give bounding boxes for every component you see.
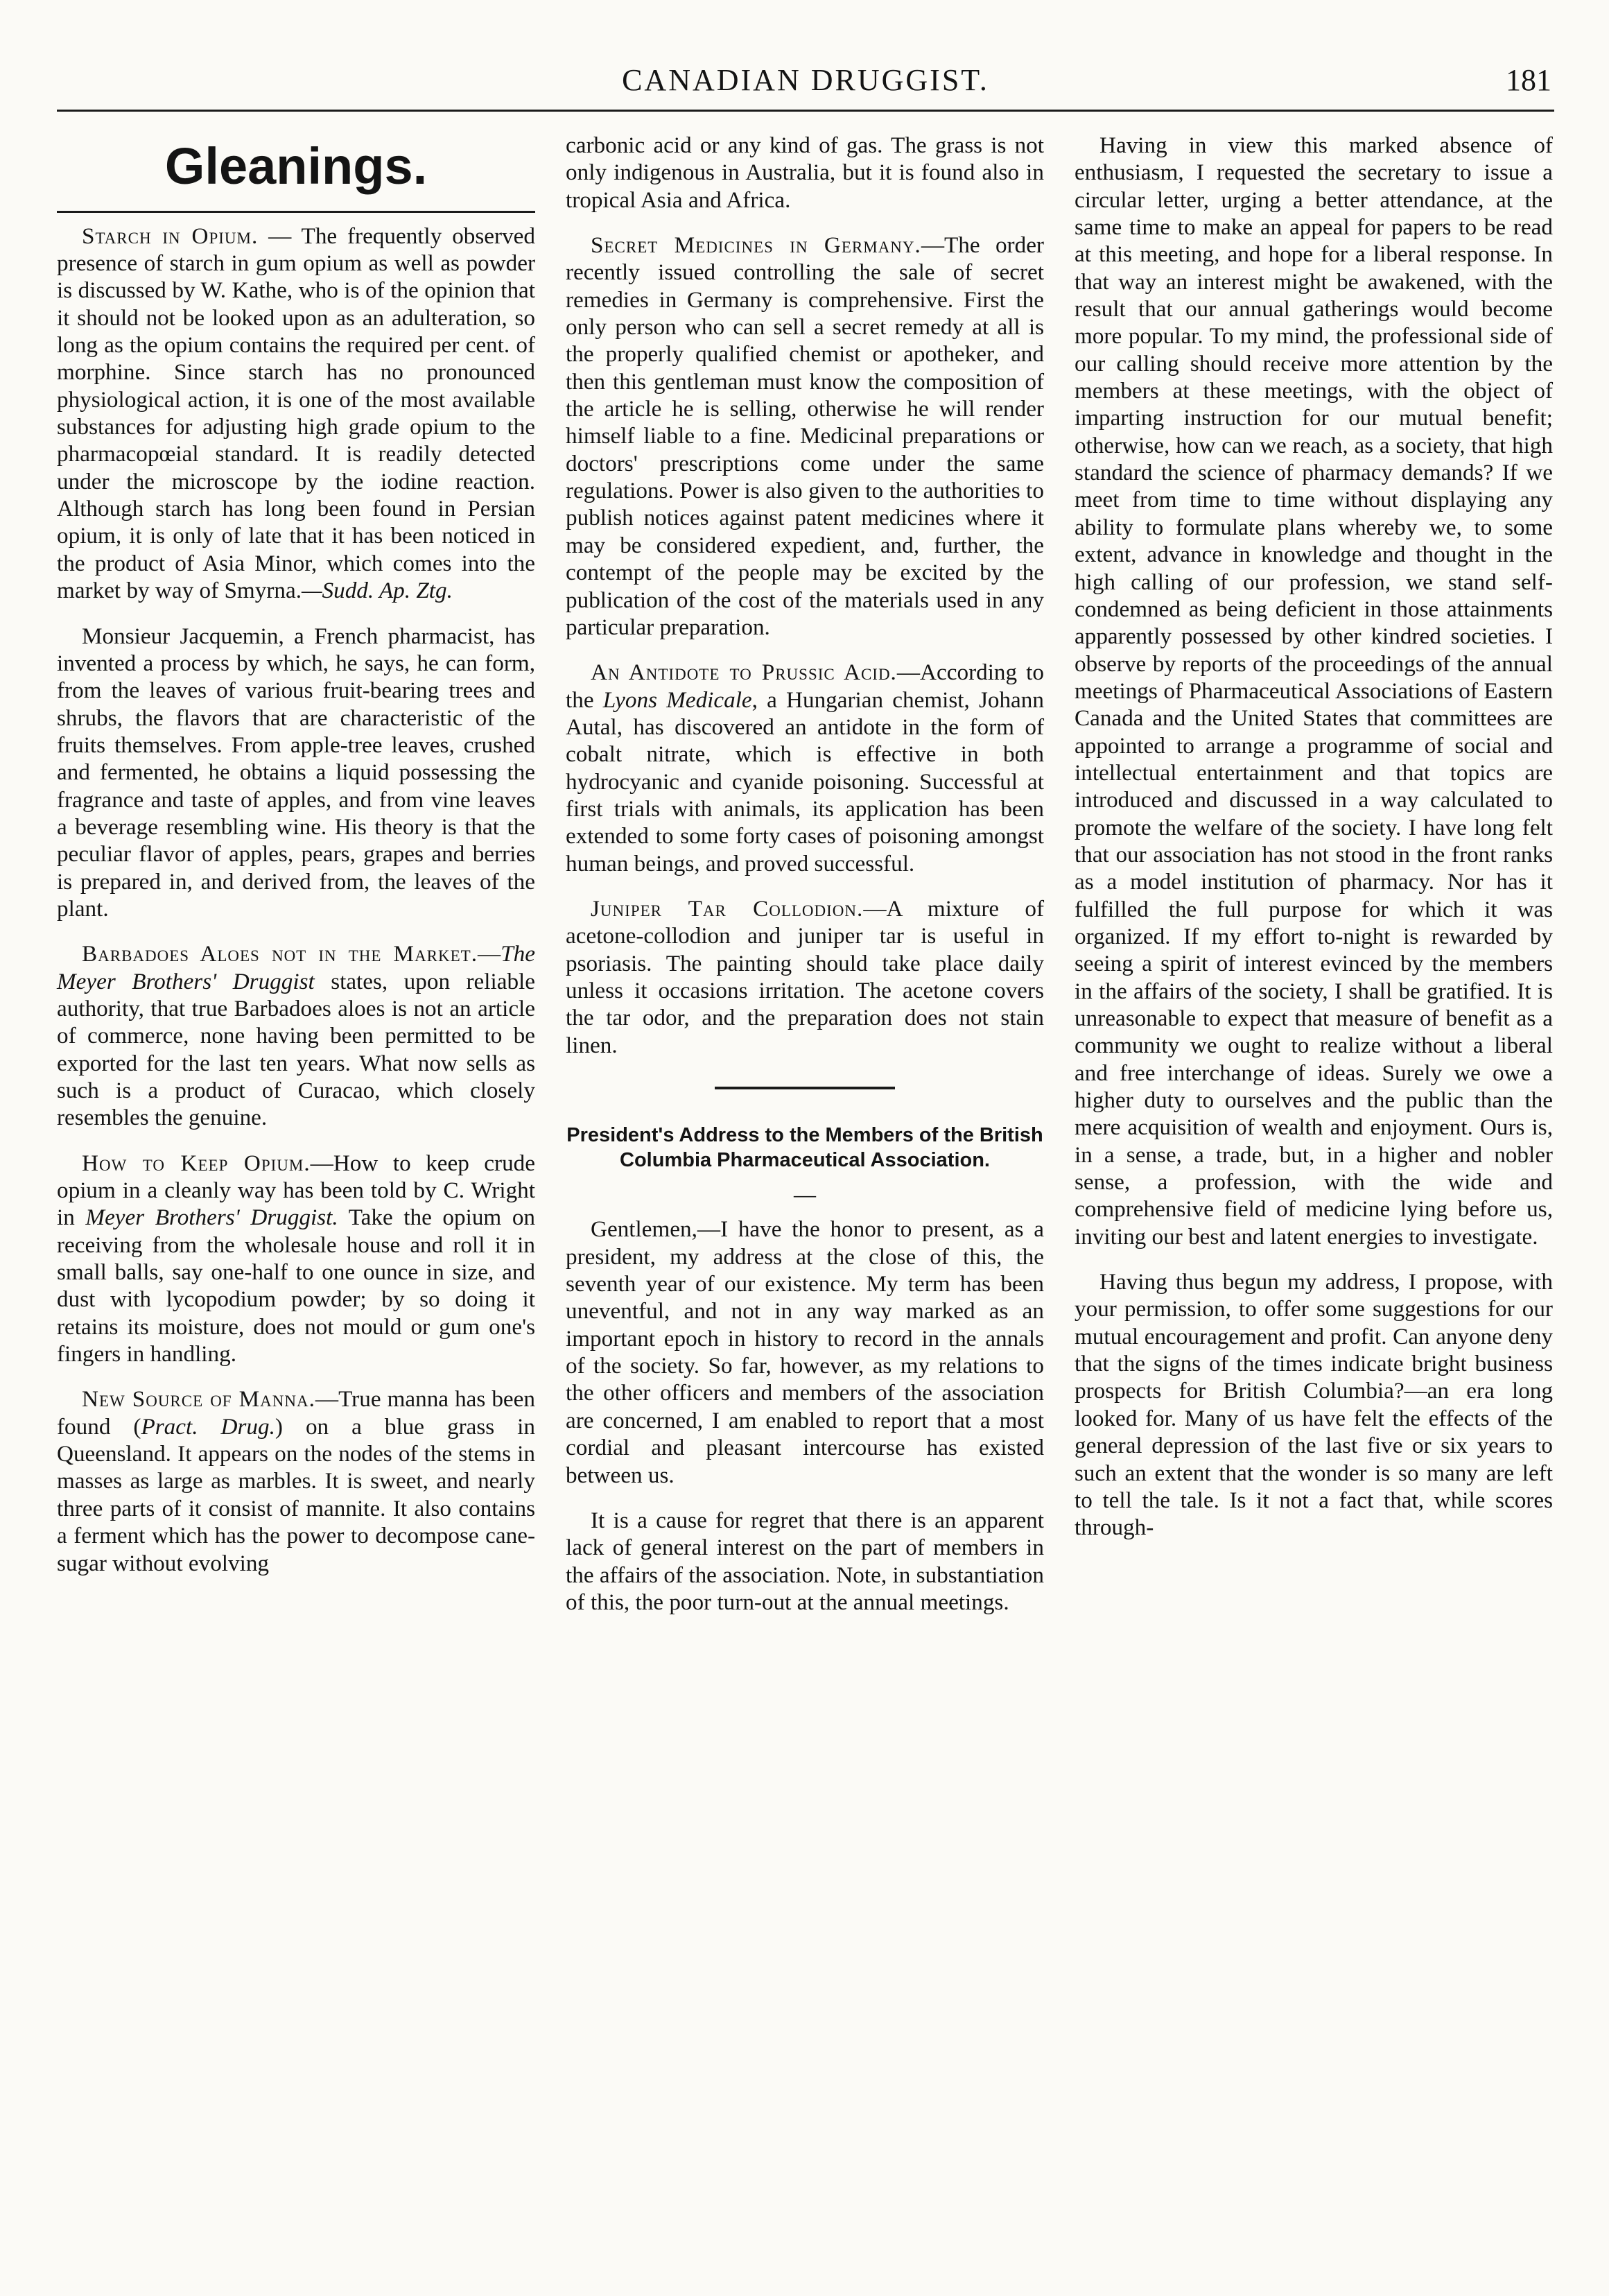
column-2: [566, 132, 1044, 1634]
article-manna: [57, 1386, 535, 1576]
article-keep-opium: [57, 1150, 535, 1368]
address-paragraph-3: Having thus begun my address, I propose, with your permission, to offer some suggestions for our mutual encouragement and profit. Can anyone deny that the signs of the times indicate bright business prospects for British Columbia?—an era long looked for. Many of us have felt the effects of the general depression of the last five or six years to such an extent that the wonder is so many are left to tell the tale. Is it not a fact that, while scores through-: [1075, 1269, 1553, 1541]
source-title: Meyer Brothers' Druggist.: [85, 1205, 338, 1231]
source-title: The Meyer Brothers' Druggist: [57, 941, 535, 994]
address-paragraph-2-continued: Having in view this marked absence of enthusiasm, I requested the secretary to issue a circular letter, urging a better attendance, at the same time to make an appeal for papers to be read at this meeting, and hope for a liberal response. In that way an interest might be awakened, with the result that our annual gatherings would become more popular. To my mind, the professional side of our calling should receive more attention by the members at these meetings, with the object of imparting instruction for our mutual benefit; otherwise, how can we reach, as a society, that high standard the science of pharmacy demands? If we meet from time to time without displaying any ability to formulate plans whereby we, to some extent, advance in knowledge and thought in the high calling of our profession, we stand self-condemned as being deficient in those attainments apparently possessed by other kindred societies. I observe by reports of the proceedings of the annual meetings of Pharmaceutical Associations of Eastern Canada and the United States that committees are appointed to arrange a programme of social and intellectual entertainment and that topics are introduced and discussed in a way calculated to promote the welfare of the society. I have long felt that our association has not stood in the front ranks as a model institution of pharmacy. Nor has it fulfilled the full purpose for which it was organized. If my effort to-night is rewarded by seeing a spirit of interest evinced by the members in the affairs of the society, I shall be gratified. It is unreasonable to expect that measure of benefit as a community we ought to realize without a liberal and free interchange of ideas. Surely we owe a higher duty to ourselves and the public than the mere acquisition of wealth and enjoyment. Ours is, in a sense, a trade, but, in a higher and nobler sense, a profession, with the wide and comprehensive field of medicine lying before us, inviting our best and latent energies to investigate.: [1075, 132, 1553, 1250]
article-barbadoes-aloes: [57, 940, 535, 1131]
article-heading: Barbadoes Aloes not in the Market.: [82, 941, 478, 967]
column-1: [57, 132, 535, 1595]
article-body: Take the opium on receiving from the wholesale house and roll it in small balls, say one-half to one ounce in size, and dust with lycopodium powder; by so doing it retains its moisture, does not mould or gum one's fingers in handling.: [57, 1205, 536, 1367]
article-heading: An Antidote to Prussic Acid.: [591, 659, 897, 686]
article-heading: How to Keep Opium.: [82, 1150, 311, 1176]
article-body: —True manna has been found (: [57, 1386, 535, 1440]
article-starch-in-opium: [57, 223, 535, 605]
article-juniper-tar: [566, 895, 1044, 1059]
article-heading: Starch in Opium.: [82, 223, 259, 249]
section-divider: [715, 1087, 895, 1089]
article-body: —How to keep crude opium in a cleanly way has been told by C. Wright in: [57, 1150, 535, 1231]
article-heading: Secret Medicines in Germany.: [591, 232, 921, 259]
article-heading: New Source of Manna.: [82, 1386, 315, 1413]
address-paragraph-1: Gentlemen,—I have the honor to present, as a president, my address at the close of this, the seventh year of our existence. My term has been uneventful, and not in any way marked as an important epoch in history to record in the annals of the society. So far, however, as my relations to the other officers and members of the association are concerned, I am enabled to report that a most cordial and pleasant intercourse has existed between us.: [566, 1216, 1044, 1488]
address-title: President's Address to the Members of the British Columbia Pharmaceutical Association.: [566, 1124, 1043, 1172]
article-body: —The order recently issued controlling the sale of secret remedies in Germany is comprehensive. First the only person who can sell a secret remedy at all is the properly qualified chemist or apotheker, and then this gentleman must know the composition of the article he is selling, otherwise he will render himself liable to a fine. Medicinal preparations or doctors' prescriptions come under the same regulations. Power is also given to the authorities to publish notices against patent medicines where it may be considered expedient, and, further, the contempt of the people may be excited by the publication of the cost of the materials used in any particular preparation.: [566, 232, 1044, 640]
article-body: — The frequently observed presence of starch in gum opium as well as powder is discussed by W. Kathe, who is of the opinion that it should not be looked upon as an adulteration, so long as the opium contains the required per cent. of morphine. Since starch has no pronounced physiological action, it is one of the most available substances for adjusting high grade opium to the pharmacopœial standard. It is readily detected under the microscope by the iodine reaction. Although starch has long been found in Persian opium, it is only of late that it has been noticed in the product of Asia Minor, which comes into the market by way of Smyrna.: [57, 223, 535, 604]
section-title-gleanings: Gleanings.: [57, 136, 535, 213]
column-3: [1075, 132, 1553, 1560]
page-header: [57, 60, 1554, 112]
dash: —: [478, 941, 501, 967]
article-body: —According to the: [566, 659, 1044, 713]
article-body: states, upon reliable authority, that true Barbadoes aloes is not an article of commerce, none having been permitted to be exported for the last ten years. What now sells as such is a product of Curacao, which closely resembles the genuine.: [57, 968, 536, 1131]
article-heading: Juniper Tar Collodion.: [591, 895, 864, 922]
address-paragraph-2: It is a cause for regret that there is an apparent lack of general interest on the part of members in the affairs of the association. Note, in substantiation of this, the poor turn-out at the annual meetings.: [566, 1507, 1044, 1615]
source-title: Pract. Drug.: [141, 1413, 275, 1440]
source-title: Lyons Medicale: [602, 687, 752, 713]
article-manna-continued: carbonic acid or any kind of gas. The grass is not only indigenous in Australia, but it is found also in tropical Asia and Africa.: [566, 132, 1044, 213]
article-body: , a Hungarian chemist, Johann Autal, has discovered an antidote in the form of cobalt nitrate, which is effective in both hydrocyanic and cyanide poisoning. Successful at first trials with animals, its application has been extended to some forty cases of poisoning amongst human beings, and proved successful.: [566, 687, 1044, 877]
citation: —Sudd. Ap. Ztg.: [302, 578, 453, 604]
article-jacquemin: Monsieur Jacquemin, a French pharmacist, has invented a process by which, he says, he can form, from the leaves of various fruit-bearing trees and shrubs, the flavors that are characteristic of the fruits themselves. From apple-tree leaves, crushed and fermented, he obtains a liquid possessing the fragrance and taste of apples, and from vine leaves a beverage resembling wine. His theory is that the peculiar flavor of apples, pears, grapes and berries is prepared in, and derived from, the leaves of the plant.: [57, 623, 535, 922]
running-title: CANADIAN DRUGGIST.: [622, 63, 989, 97]
article-prussic-acid-antidote: [566, 659, 1044, 877]
title-dash: —: [794, 1181, 816, 1207]
article-secret-medicines: [566, 232, 1044, 641]
article-body: —A mixture of acetone-collodion and juniper tar is useful in psoriasis. The painting should take place daily unless it occasions irritation. The acetone covers the tar odor, and the preparation does not stain linen.: [566, 895, 1044, 1058]
page-number: 181: [1506, 63, 1551, 97]
article-body: ) on a blue grass in Queensland. It appears on the nodes of the stems in masses as large as marbles. It is sweet, and nearly three parts of it consist of mannite. It also contains a ferment which has the power to decompose cane-sugar without evolving: [57, 1413, 535, 1576]
